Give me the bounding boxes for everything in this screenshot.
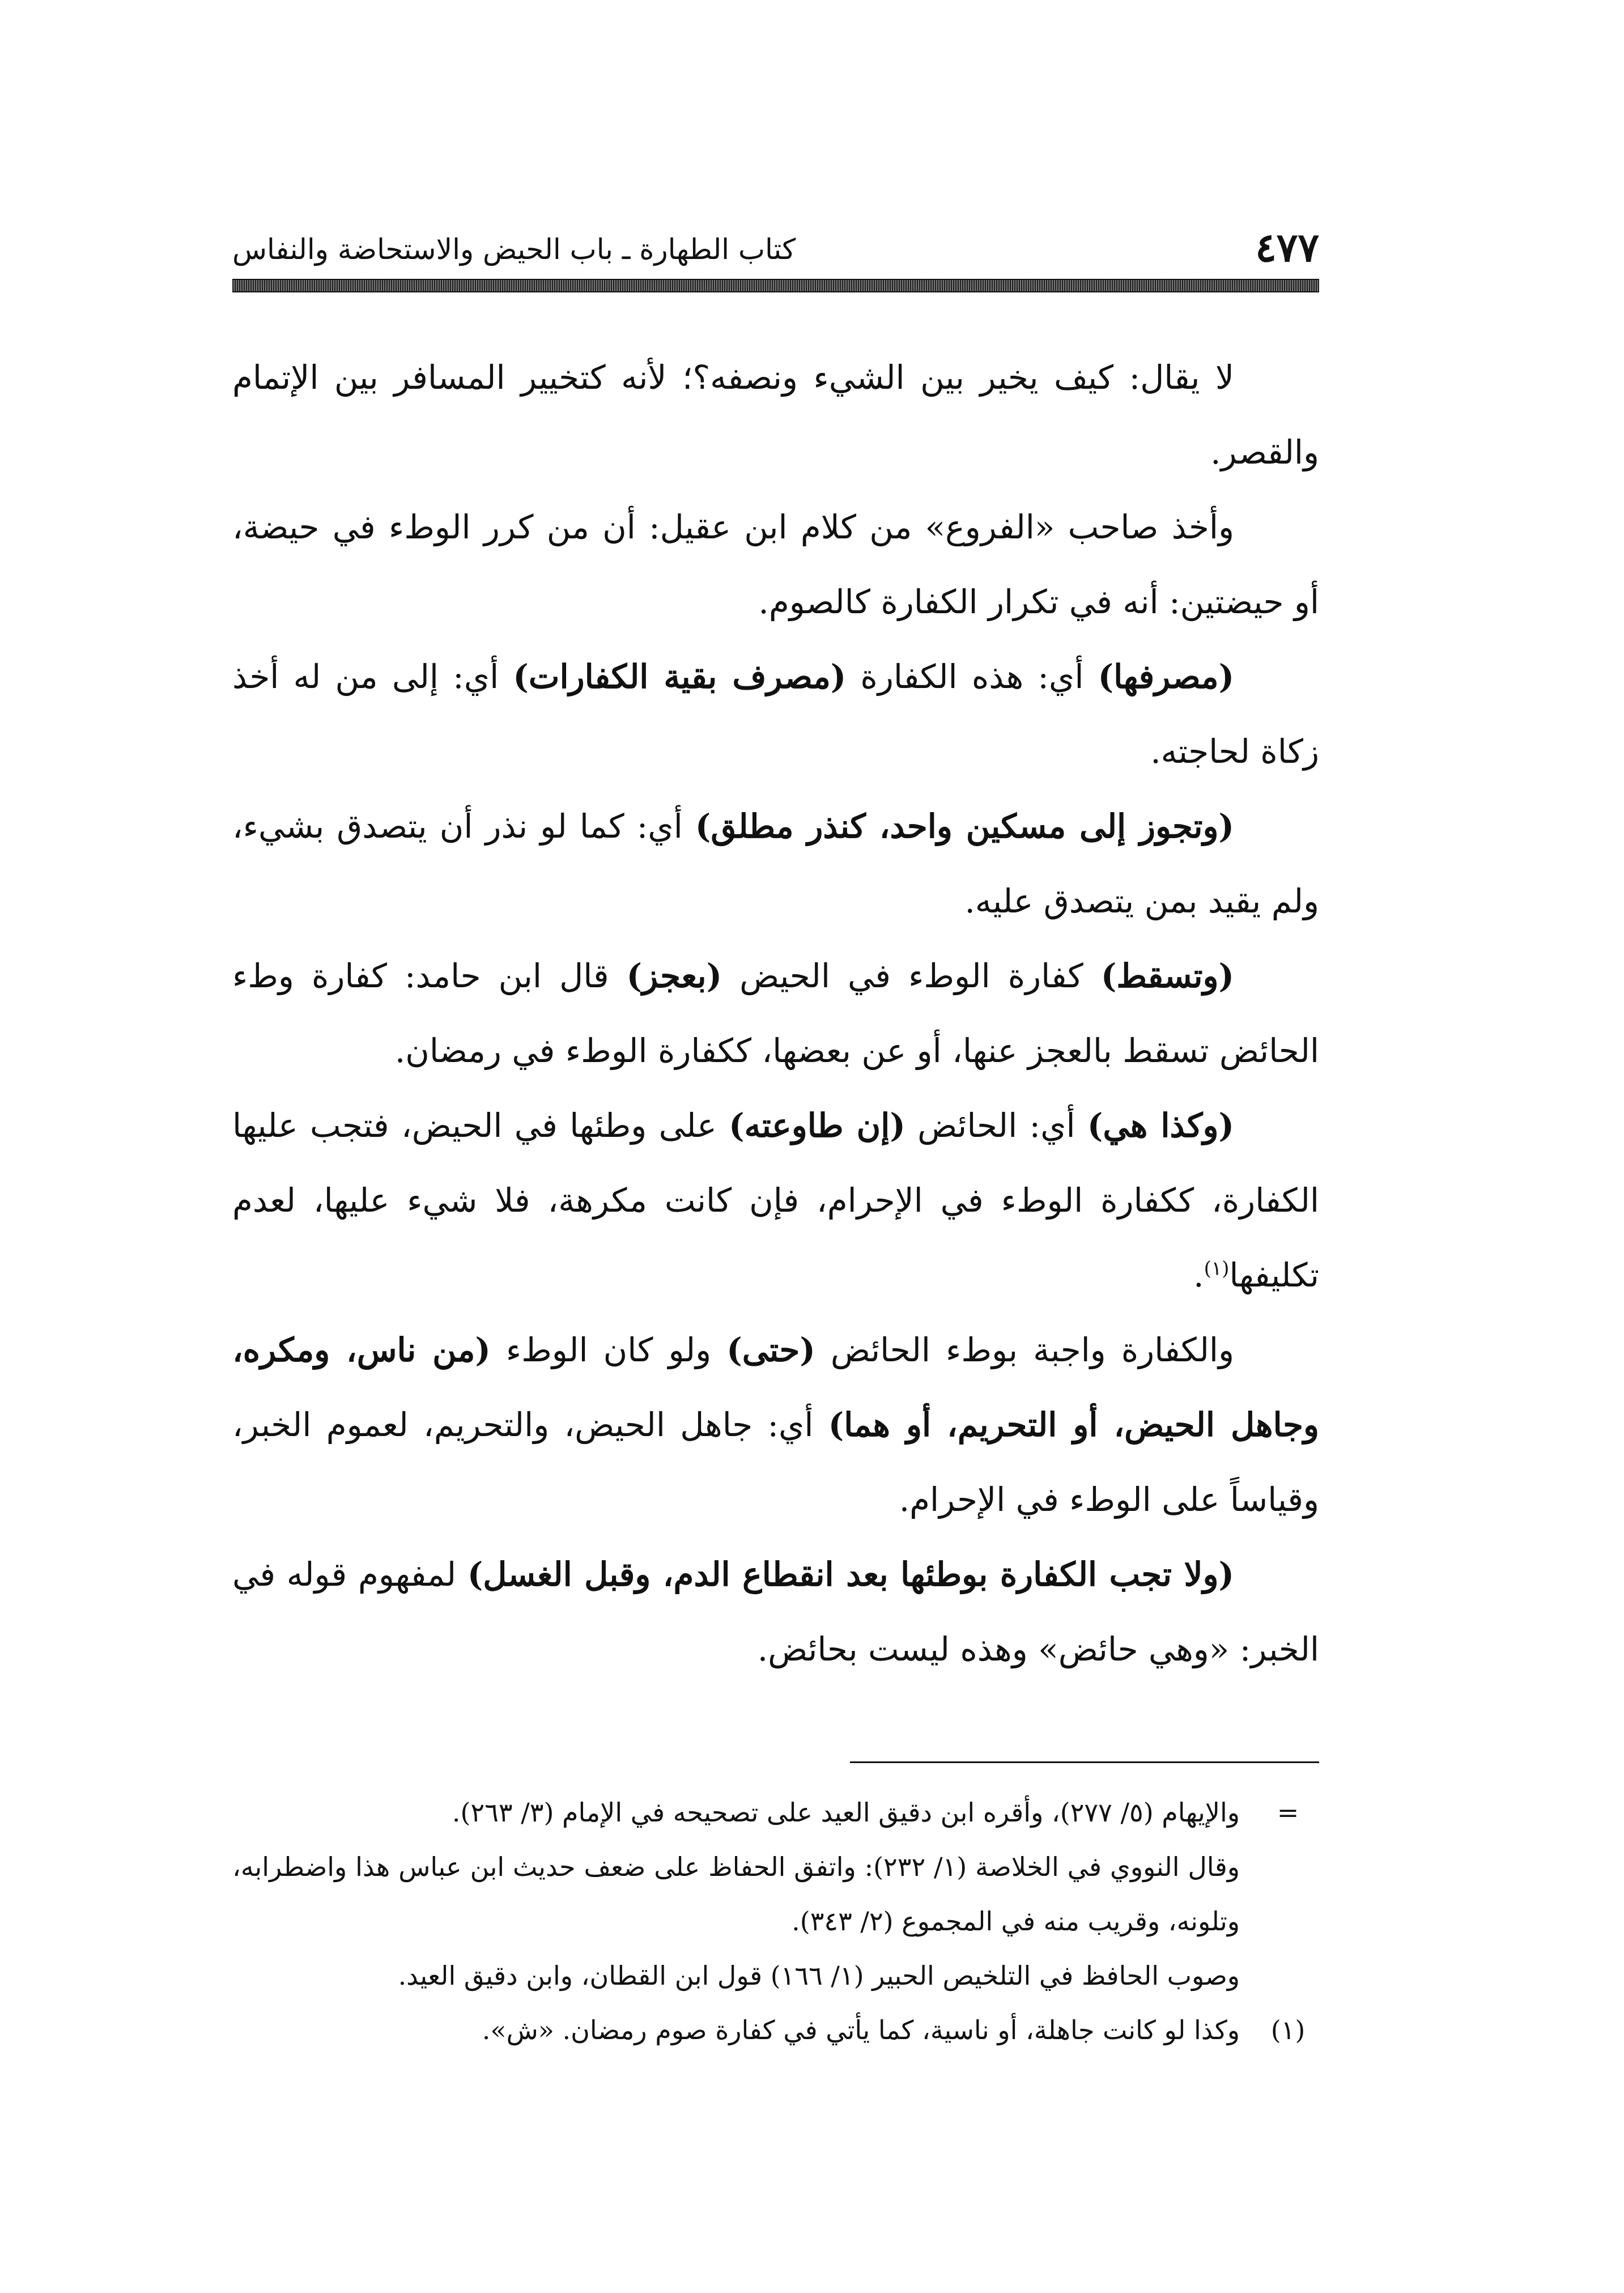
matn-phrase: (إن طاوعته) bbox=[729, 1106, 905, 1145]
commentary-text: لمفهوم قوله في الخبر: «وهي حائض» وهذه ليست بحائض. bbox=[232, 1555, 1319, 1668]
paragraph-7 bbox=[232, 1313, 1319, 1537]
commentary-text: أي: الحائض bbox=[905, 1106, 1087, 1145]
commentary-text: على وطئها في الحيض، فتجب عليها الكفارة، ككفارة الوطء في الإحرام، فإن كانت مكرهة، فلا شيء عليها، لعدم تكليفها bbox=[232, 1106, 1319, 1294]
footnote-text: وكذا لو كانت جاهلة، أو ناسية، كما يأتي في كفارة صوم رمضان. «ش». bbox=[482, 2015, 1240, 2045]
footnote-reference[interactable]: (١) bbox=[1204, 1257, 1230, 1280]
footnote-text: والإيهام (٥/ ٢٧٧)، وأقره ابن دقيق العيد على تصحيحه في الإمام (٣/ ٢٦٣). bbox=[452, 1797, 1240, 1828]
footnote-text: وقال النووي في الخلاصة (١/ ٢٣٢): واتفق الحفاظ على ضعف حديث ابن عباس هذا واضطرابه، وتلونه، وقريب منه في المجموع (٢/ ٣٤٣). bbox=[232, 1852, 1240, 1937]
commentary-text: أي: كما لو نذر أن يتصدق بشيء، ولم يقيد بمن يتصدق عليه. bbox=[232, 807, 1319, 920]
footnote-text: وصوب الحافظ في التلخيص الحبير (١/ ١٦٦) قول ابن القطان، وابن دقيق العيد. bbox=[398, 1960, 1240, 1991]
page-number: ٤٧٧ bbox=[1255, 224, 1319, 271]
header-rule bbox=[232, 279, 1319, 292]
footnote-1 bbox=[232, 2003, 1319, 2057]
matn-phrase: (مصرفها) bbox=[1098, 657, 1235, 696]
continuation-marker: = bbox=[1277, 1797, 1299, 1828]
commentary-text: والكفارة واجبة بوطء الحائض bbox=[815, 1331, 1234, 1369]
matn-phrase: (حتى) bbox=[726, 1331, 815, 1369]
paragraph-1 bbox=[232, 340, 1319, 490]
matn-phrase: (مصرف بقية الكفارات) bbox=[513, 657, 847, 696]
paragraph-1-text: لا يقال: كيف يخير بين الشيء ونصفه؟؛ لأنه كتخيير المسافر بين الإتمام والقصر. bbox=[232, 358, 1319, 472]
footnotes bbox=[232, 1785, 1319, 2057]
matn-phrase: (بعجز) bbox=[626, 957, 722, 995]
commentary-text: قال ابن حامد: كفارة وطء الحائض تسقط بالعجز عنها، أو عن بعضها، ككفارة الوطء في رمضان. bbox=[232, 957, 1319, 1070]
paragraph-8 bbox=[232, 1537, 1319, 1687]
main-text bbox=[232, 340, 1319, 1687]
commentary-text: أي: إلى من له أخذ زكاة لحاجته. bbox=[232, 657, 1319, 771]
footnote-number: (١) bbox=[1270, 2015, 1306, 2045]
matn-phrase: (وكذا هي) bbox=[1087, 1106, 1234, 1145]
matn-phrase: (وتسقط) bbox=[1100, 957, 1234, 995]
paragraph-2-text: وأخذ صاحب «الفروع» من كلام ابن عقيل: أن من كرر الوطء في حيضة، أو حيضتين: أنه في تكرار الكفارة كالصوم. bbox=[232, 508, 1319, 621]
paragraph-4 bbox=[232, 789, 1319, 939]
commentary-text: أي: هذه الكفارة bbox=[846, 657, 1098, 696]
footnote-separator bbox=[850, 1761, 1319, 1763]
matn-phrase: (من ناس، ومكره، وجاهل الحيض، أو التحريم، أو هما) bbox=[232, 1331, 1320, 1444]
paragraph-2 bbox=[232, 490, 1319, 639]
commentary-text: كفارة الوطء في الحيض bbox=[722, 957, 1101, 995]
running-title: كتاب الطهارة ـ باب الحيض والاستحاضة والنفاس bbox=[232, 233, 796, 266]
running-header bbox=[232, 224, 1319, 272]
commentary-text: ولو كان الوطء bbox=[490, 1331, 727, 1369]
paragraph-5 bbox=[232, 939, 1319, 1088]
matn-phrase: (ولا تجب الكفارة بوطئها بعد انقطاع الدم، وقبل الغسل) bbox=[467, 1555, 1234, 1594]
footnote-continuation bbox=[232, 1785, 1319, 2003]
matn-phrase: (وتجوز إلى مسكين واحد، كنذر مطلق) bbox=[695, 807, 1234, 846]
commentary-text: أي: جاهل الحيض، والتحريم، لعموم الخبر، وقياساً على الوطء في الإحرام. bbox=[232, 1405, 1319, 1519]
commentary-text: . bbox=[1193, 1256, 1204, 1294]
paragraph-3 bbox=[232, 639, 1319, 789]
paragraph-6 bbox=[232, 1088, 1319, 1313]
